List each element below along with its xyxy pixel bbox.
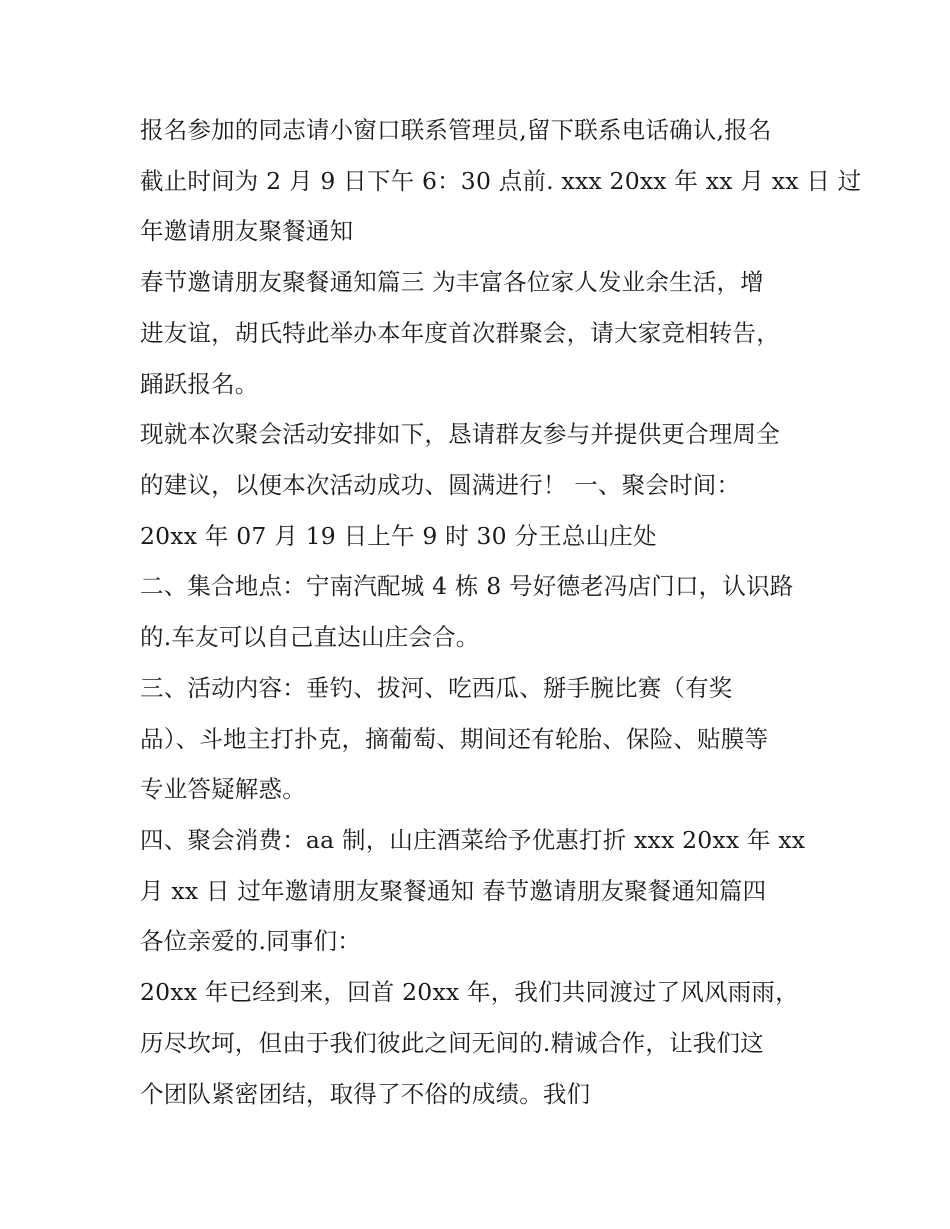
text-line: 截止时间为 2 月 9 日下午 6：30 点前. xxx 20xx 年 xx 月 xx 日 过 [140, 167, 862, 195]
text-line: 进友谊，胡氏特此举办本年度首次群聚会，请大家竞相转告， [140, 319, 780, 347]
text-line: 20xx 年 07 月 19 日上午 9 时 30 分王总山庄处 [140, 522, 657, 550]
text-line: 历尽坎坷，但由于我们彼此之间无间的.精诚合作，让我们这 [140, 1029, 764, 1057]
text-line: 现就本次聚会活动安排如下，恳请群友参与并提供更合理周全 [140, 420, 780, 448]
text-line: 的建议，以便本次活动成功、圆满进行！ 一、聚会时间： [140, 471, 741, 499]
text-line: 20xx 年已经到来，回首 20xx 年，我们共同渡过了风风雨雨， [140, 978, 799, 1006]
text-line: 春节邀请朋友聚餐通知篇三 为丰富各位家人发业余生活，增 [140, 268, 764, 296]
text-line: 各位亲爱的.同事们： [140, 927, 361, 955]
text-line: 四、聚会消费：aa 制，山庄酒菜给予优惠打折 xxx 20xx 年 xx [140, 826, 806, 854]
text-line: 专业答疑解惑。 [140, 775, 306, 803]
text-line: 报名参加的同志请小窗口联系管理员,留下联系电话确认,报名 [140, 116, 772, 144]
text-line: 二、集合地点：宁南汽配城 4 栋 8 号好德老冯店门口，认识路 [140, 572, 794, 600]
text-line: 三、活动内容：垂钓、拔河、吃西瓜、掰手腕比赛（有奖 [140, 674, 733, 702]
text-line: 的.车友可以自己直达山庄会合。 [140, 623, 480, 651]
text-line: 个团队紧密团结，取得了不俗的成绩。我们 [140, 1080, 591, 1108]
text-line: 年邀请朋友聚餐通知 [140, 217, 354, 245]
text-line: 踊跃报名。 [140, 370, 259, 398]
text-line: 品）、斗地主打扑克，摘葡萄、期间还有轮胎、保险、贴膜等 [140, 725, 769, 753]
text-line: 月 xx 日 过年邀请朋友聚餐通知 春节邀请朋友聚餐通知篇四 [140, 877, 767, 905]
